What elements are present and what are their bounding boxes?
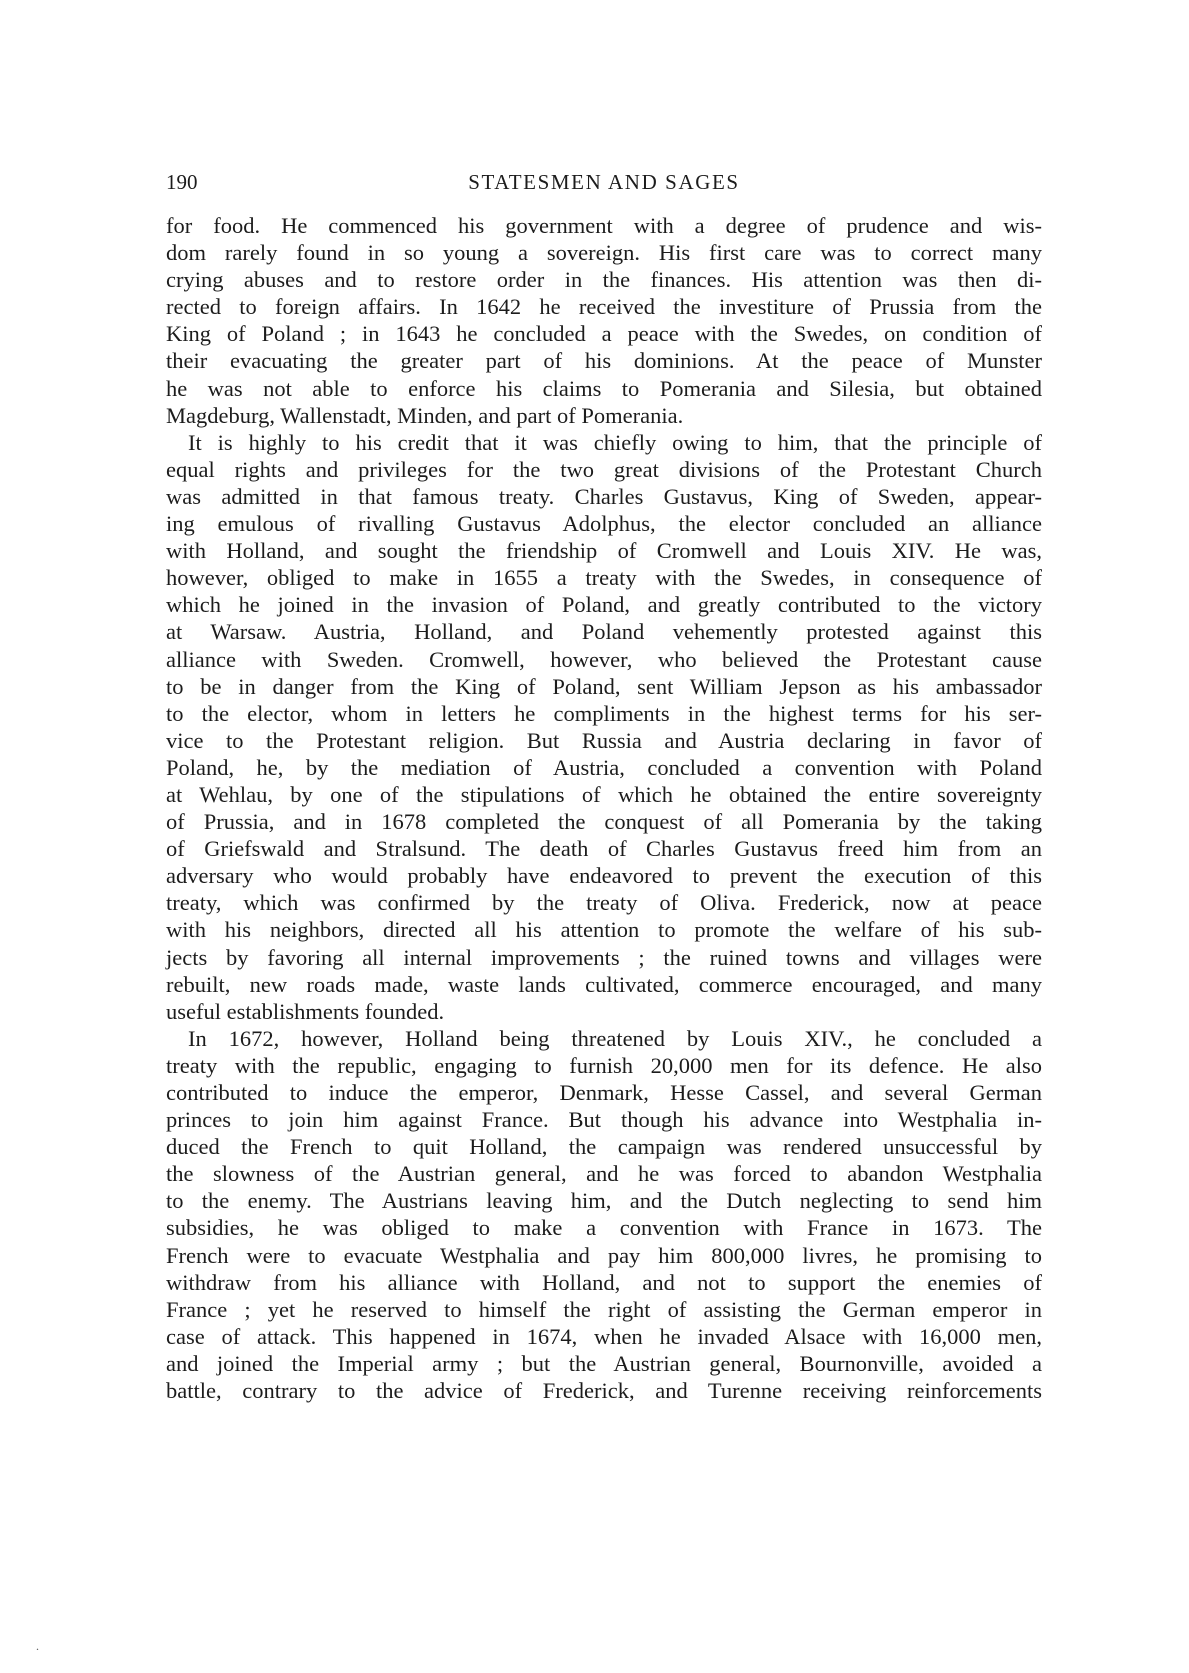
running-title: STATESMEN AND SAGES	[468, 170, 740, 194]
text-line: duced the French to quit Holland, the campaign was rendered unsuccessful by	[166, 1134, 1042, 1160]
text-line: however, obliged to make in 1655 a treaty with the Swedes, in consequence of	[166, 565, 1042, 591]
text-line: King of Poland ; in 1643 he concluded a peace with the Swedes, on condition of	[166, 321, 1042, 347]
text-line: at Warsaw. Austria, Holland, and Poland vehemently protested against this	[166, 619, 1042, 645]
text-line: It is highly to his credit that it was chiefly owing to him, that the principle of	[188, 429, 1042, 455]
text-line: of Prussia, and in 1678 completed the conquest of all Pomerania by the taking	[166, 809, 1042, 835]
text-line: treaty, which was confirmed by the treaty of Oliva. Frederick, now at peace	[166, 890, 1042, 916]
text-line: dom rarely found in so young a sovereign. His first care was to correct many	[166, 240, 1042, 266]
text-line: contributed to induce the emperor, Denmark, Hesse Cassel, and several German	[166, 1080, 1042, 1105]
text-line: useful establishments founded.	[166, 998, 445, 1024]
text-line: equal rights and privileges for the two great divisions of the Protestant Church	[166, 456, 1042, 482]
text-line: France ; yet he reserved to himself the right of assisting the German emperor in	[166, 1296, 1042, 1322]
text-line: rected to foreign affairs. In 1642 he received the investiture of Prussia from the	[166, 294, 1042, 320]
text-line: Magdeburg, Wallenstadt, Minden, and part of Pomerania.	[166, 402, 684, 428]
text-line: battle, contrary to the advice of Frederick, and Turenne receiving reinforcements	[166, 1378, 1042, 1404]
text-line: French were to evacuate Westphalia and pay him 800,000 livres, he promising to	[166, 1242, 1042, 1268]
text-line: jects by favoring all internal improvements ; the ruined towns and villages were	[166, 944, 1042, 970]
text-line: for food. He commenced his government with a degree of prudence and wis-	[166, 213, 1042, 238]
text-line: ing emulous of rivalling Gustavus Adolphus, the elector concluded an alliance	[166, 511, 1042, 537]
text-line: with Holland, and sought the friendship of Cromwell and Louis XIV. He was,	[166, 538, 1042, 564]
page-number: 190	[166, 170, 198, 194]
text-line: to the elector, whom in letters he compliments in the highest terms for his ser-	[166, 700, 1042, 726]
text-line: alliance with Sweden. Cromwell, however, who believed the Protestant cause	[166, 646, 1042, 672]
text-line: Poland, he, by the mediation of Austria, concluded a convention with Poland	[166, 754, 1042, 780]
text-line: treaty with the republic, engaging to furnish 20,000 men for its defence. He also	[166, 1052, 1042, 1078]
text-line: adversary who would probably have endeavored to prevent the execution of this	[166, 863, 1042, 889]
text-line: rebuilt, new roads made, waste lands cultivated, commerce encouraged, and many	[166, 971, 1042, 997]
text-line: crying abuses and to restore order in the finances. His attention was then di-	[166, 267, 1042, 293]
running-header	[166, 165, 1042, 199]
text-line: to the enemy. The Austrians leaving him, and the Dutch neglecting to send him	[166, 1188, 1042, 1214]
scan-speck: .	[36, 1639, 39, 1653]
text-line: the slowness of the Austrian general, and he was forced to abandon Westphalia	[166, 1161, 1042, 1187]
text-line: was admitted in that famous treaty. Charles Gustavus, King of Sweden, appear-	[166, 483, 1042, 509]
text-line: he was not able to enforce his claims to Pomerania and Silesia, but obtained	[166, 375, 1042, 401]
text-line: at Wehlau, by one of the stipulations of which he obtained the entire sovereignty	[166, 781, 1042, 807]
text-line: and joined the Imperial army ; but the Austrian general, Bournonville, avoided a	[166, 1350, 1042, 1376]
text-line: their evacuating the greater part of his dominions. At the peace of Munster	[166, 348, 1042, 374]
text-line: princes to join him against France. But though his advance into Westphalia in-	[166, 1107, 1042, 1133]
text-line: vice to the Protestant religion. But Russia and Austria declaring in favor of	[166, 727, 1042, 753]
text-line: case of attack. This happened in 1674, when he invaded Alsace with 16,000 men,	[166, 1323, 1042, 1349]
text-line: withdraw from his alliance with Holland, and not to support the enemies of	[166, 1269, 1042, 1295]
text-line: In 1672, however, Holland being threatened by Louis XIV., he concluded a	[188, 1025, 1042, 1051]
text-line: subsidies, he was obliged to make a convention with France in 1673. The	[166, 1215, 1042, 1241]
body-text	[166, 212, 1042, 1404]
text-line: with his neighbors, directed all his attention to promote the welfare of his sub-	[166, 917, 1042, 943]
text-line: which he joined in the invasion of Poland, and greatly contributed to the victory	[166, 592, 1042, 618]
text-line: of Griefswald and Stralsund. The death of Charles Gustavus freed him from an	[166, 836, 1042, 862]
text-line: to be in danger from the King of Poland, sent William Jepson as his ambassador	[166, 673, 1042, 699]
